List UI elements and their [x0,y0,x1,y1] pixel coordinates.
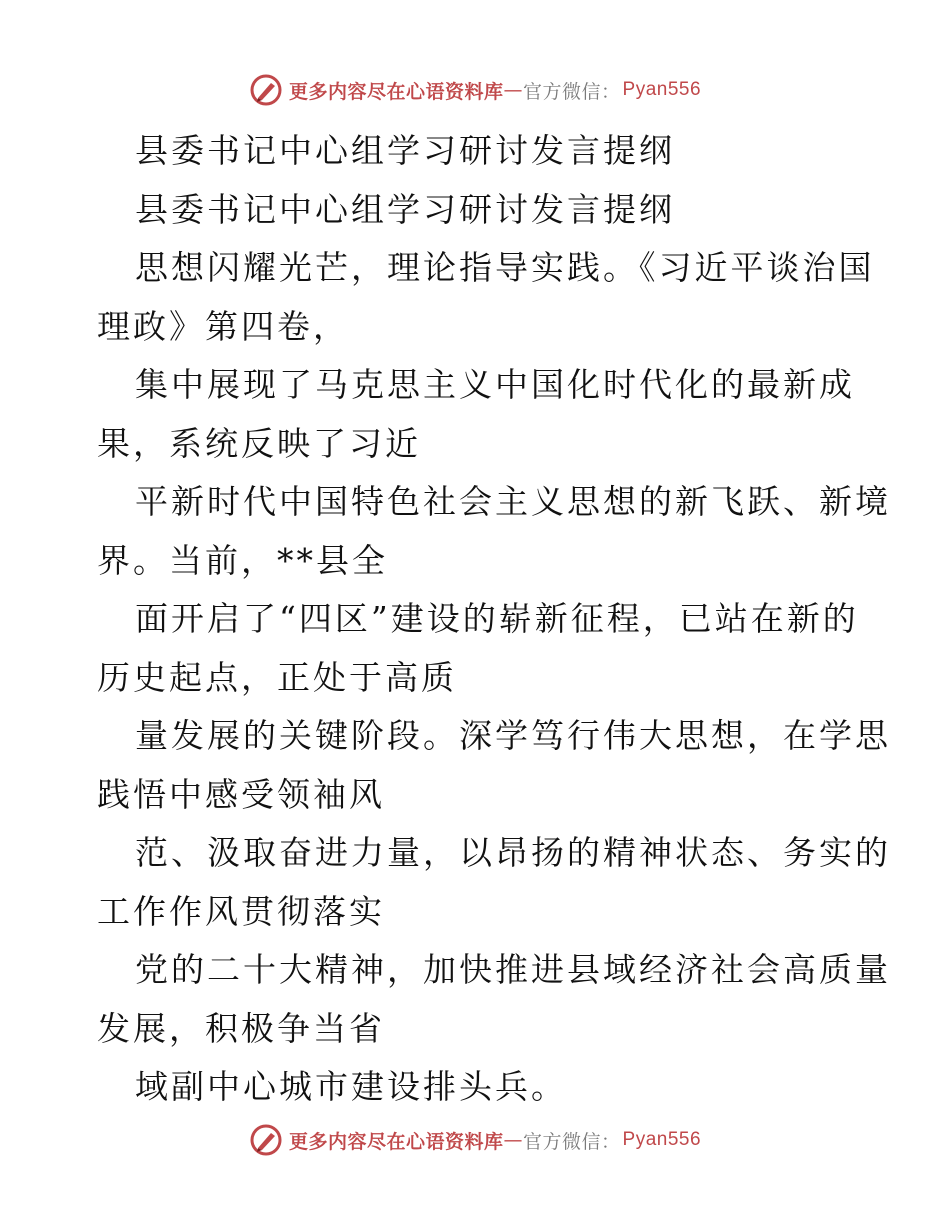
banner-subtitle: 官方微信 [522,1130,601,1153]
pen-logo-icon [249,73,283,107]
header-banner [0,70,950,110]
text-line: 党的二十大精神，加快推进县域经济社会高质量 [135,950,891,989]
text-line: 践悟中感受领袖风 [97,774,385,814]
document-body [97,122,891,1117]
pen-logo-icon [249,1123,283,1157]
footer-banner [0,1120,950,1160]
text-line: 量发展的关键阶段。深学笃行伟大思想，在学思 [135,716,891,755]
text-line: 范、汲取奋进力量，以昂扬的精神状态、务实的 [135,833,891,872]
text-line: 域副中心城市建设排头兵。 [135,1067,567,1106]
text-line: 发展，积极争当省 [97,1008,385,1048]
banner-wechat-id: Pyan556 [622,79,702,100]
text-line: 思想闪耀光芒，理论指导实践。《习近平谈治国 [135,248,875,287]
text-line: 县委书记中心组学习研讨发言提纲 [135,131,675,170]
banner-subtitle: 官方微信 [522,80,601,103]
banner-title: 更多内容尽在心语资料库 [288,1130,504,1153]
text-line: 理政》第四卷， [97,306,349,346]
banner-dash: — [503,1129,523,1151]
text-line: 面开启了“四区”建设的崭新征程，已站在新的 [135,599,859,638]
banner-separator: ： [601,80,621,103]
text-line: 县委书记中心组学习研讨发言提纲 [135,189,675,229]
text-line: 历史起点，正处于高质 [97,657,457,697]
text-line: 界。当前，**县全 [97,540,388,580]
banner-title: 更多内容尽在心语资料库 [288,80,504,103]
banner-wechat-id: Pyan556 [622,1129,702,1150]
text-line: 果，系统反映了习近 [97,423,421,463]
text-line: 工作作风贯彻落实 [97,891,385,931]
text-line: 平新时代中国特色社会主义思想的新飞跃、新境 [135,482,891,521]
banner-dash: — [503,79,523,101]
text-line: 集中展现了马克思主义中国化时代化的最新成 [135,365,855,404]
banner-separator: ： [601,1130,621,1153]
